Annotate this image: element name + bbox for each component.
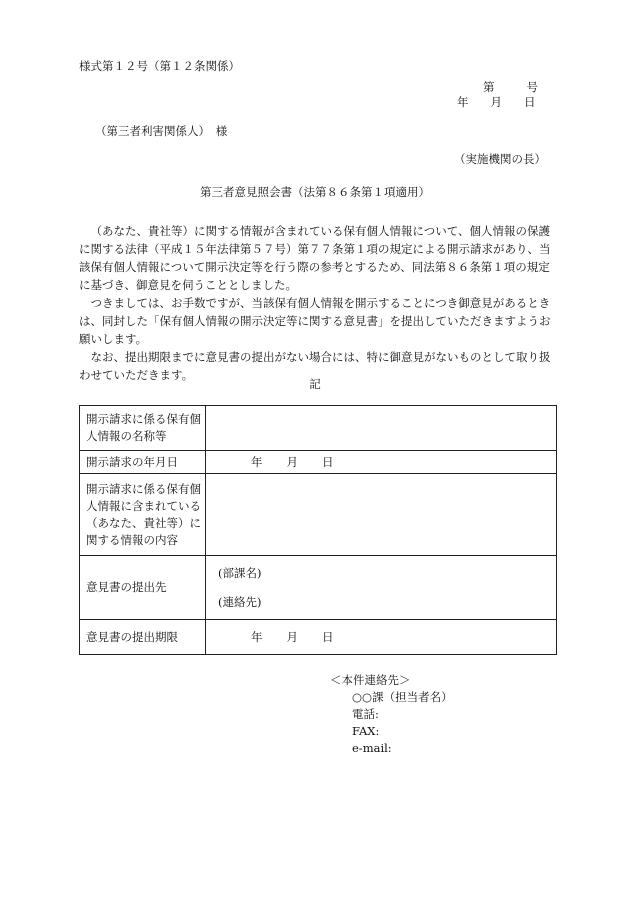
row4-contact: (連絡先) [218,594,262,609]
body-paragraph-2: つきましては、お手数ですが、当該保有個人情報を開示することにつき御意見があるときは、同封した「保有個人情報の開示決定等に関する意見書」を提出していただきますようお願いします。 [79,296,551,346]
doc-number-prefix: 第 [483,80,495,94]
date-month: 月 [490,95,502,109]
date-year: 年 [457,95,469,109]
contact-section: ○○課（担当者名） [352,690,453,704]
details-table [79,405,557,655]
body-paragraph-3: なお、提出期限までに意見書の提出がない場合には、特に御意見がないものとして取り扱わせていただきます。 [79,350,551,382]
body-text [79,222,557,384]
document-date [457,94,536,110]
sender: （実施機関の長） [454,152,546,166]
document-number [483,79,538,95]
document-title: 第三者意見照会書（法第８６条第１項適用） [200,185,430,199]
row5-year: 年 [251,629,263,644]
ki-heading: 記 [309,377,321,391]
row4-dept: (部課名) [218,565,262,580]
row2-year: 年 [251,454,263,469]
date-day: 日 [524,95,536,109]
row5-label: 意見書の提出期限 [80,620,206,655]
row3-label: 開示請求に係る保有個人情報に含まれている（あなた、貴社等）に関する情報の内容 [80,474,206,556]
row4-label: 意見書の提出先 [80,556,206,620]
table-row [80,556,557,620]
row5-day: 日 [322,629,334,644]
row2-day: 日 [322,454,334,469]
row5-value [206,620,557,655]
row3-value [206,474,557,556]
row4-value [206,556,557,620]
contact-heading: ＜本件連絡先＞ [330,673,411,687]
contact-email: e-mail: [352,741,392,755]
contact-fax: FAX: [352,724,380,738]
table-row [80,474,557,556]
row1-label: 開示請求に係る保有個人情報の名称等 [80,406,206,451]
row5-month: 月 [286,629,298,644]
doc-number-suffix: 号 [526,80,538,94]
table-row [80,620,557,655]
form-number: 様式第１２号（第１２条関係） [79,59,240,73]
addressee: （第三者利害関係人） 様 [95,124,228,138]
body-paragraph-1: （あなた、貴社等）に関する情報が含まれている保有個人情報について、個人情報の保護に関する法律（平成１５年法律第５７号）第７７条第１項の規定による開示請求があり、当該保有個人情報について開示決定等を行う際の参考とするため、同法第８６条第１項の規定に基づき、御意見を伺うこととしました。 [79,224,551,292]
row2-label: 開示請求の年月日 [80,451,206,474]
table-row [80,406,557,451]
contact-phone: 電話: [352,707,379,721]
contact-block [330,672,453,757]
table-row [80,451,557,474]
row1-value [206,406,557,451]
row2-value [206,451,557,474]
row2-month: 月 [286,454,298,469]
